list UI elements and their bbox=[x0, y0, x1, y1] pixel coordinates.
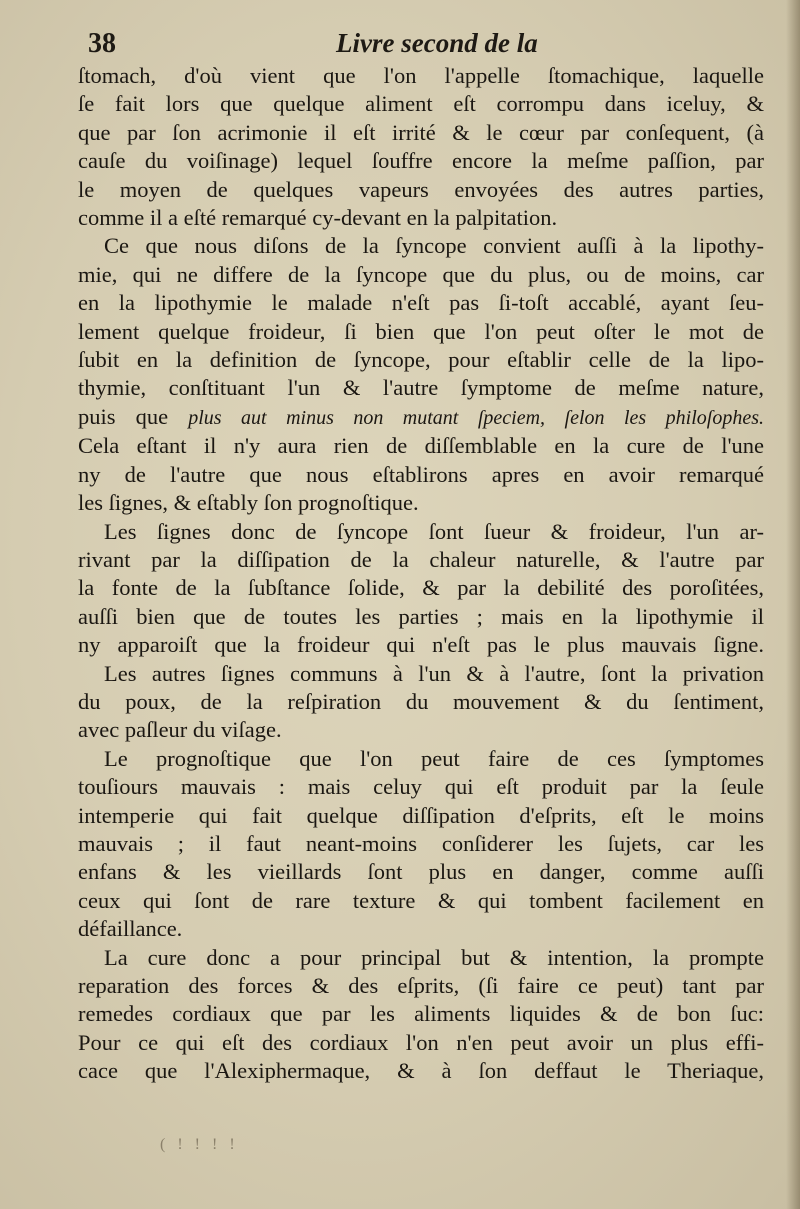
latin-quotation: plus aut minus non mutant ſpeciem, ſelon les philoſophes. bbox=[188, 406, 765, 429]
text-line: défaillance. bbox=[78, 916, 183, 942]
text-line: cace que l'Alexiphermaque, & à ſon deffaut le Theriaque, bbox=[78, 1058, 764, 1084]
running-header bbox=[88, 28, 708, 62]
text-line: Les ſignes donc de ſyncope ſont ſueur & froideur, l'un ar- bbox=[104, 518, 764, 544]
text-line: ſe fait lors que quelque aliment eſt corrompu dans iceluy, & bbox=[78, 91, 764, 117]
running-title: Livre second de la bbox=[336, 28, 538, 58]
text-line: reparation des forces & des eſprits, (ſi faire ce peut) tant par bbox=[78, 973, 764, 998]
text-line-with-latin bbox=[78, 403, 764, 432]
text-line: ceux qui ſont de rare texture & qui tombent facilement en bbox=[78, 887, 764, 913]
text-line: que par ſon acrimonie il eſt irrité & le cœur par conſequent, (à bbox=[78, 119, 764, 145]
page-edge-shadow bbox=[786, 0, 800, 1209]
text-line: avec paſleur du viſage. bbox=[78, 717, 282, 743]
text-line: ny de l'autre que nous eſtablirons apres en avoir remarqué bbox=[78, 461, 764, 487]
paragraph bbox=[78, 518, 764, 660]
text-line: mauvais ; il faut neant-moins conſiderer les ſujets, car les bbox=[78, 830, 764, 856]
text-fragment: puis que bbox=[78, 403, 169, 429]
paragraph bbox=[78, 944, 764, 1086]
paragraph bbox=[78, 62, 764, 232]
text-line: la fonte de la ſubſtance ſolide, & par la debilité des poroſitées, bbox=[78, 575, 764, 601]
text-line: Ce que nous diſons de la ſyncope convient auſſi à la lipothy- bbox=[104, 233, 764, 259]
text-line: enfans & les vieillards ſont plus en danger, comme auſſi bbox=[78, 859, 764, 885]
text-line: intemperie qui fait quelque diſſipation d'eſprits, eſt le moins bbox=[78, 802, 764, 828]
text-line: remedes cordiaux que par les aliments liquides & de bon ſuc: bbox=[78, 1001, 764, 1027]
text-line: du poux, de la reſpiration du mouvement & du ſentiment, bbox=[78, 688, 764, 714]
text-line: Les autres ſignes communs à l'un & à l'autre, ſont la privation bbox=[104, 660, 764, 686]
footer-mark: ( ! ! ! ! bbox=[160, 1136, 239, 1153]
text-line: Le prognoſtique que l'on peut faire de ces ſymptomes bbox=[104, 745, 764, 771]
text-line: mie, qui ne differe de la ſyncope que du plus, ou de moins, car bbox=[78, 261, 764, 287]
text-line: ny apparoiſt que la froideur qui n'eſt pas le plus mauvais ſigne. bbox=[78, 632, 764, 658]
text-line: lement quelque froideur, ſi bien que l'on peut oſter le mot de bbox=[78, 318, 764, 344]
body-text bbox=[78, 62, 764, 1086]
text-line: les ſignes, & eſtably ſon prognoſtique. bbox=[78, 490, 419, 516]
text-line: auſſi bien que de toutes les parties ; mais en la lipothymie il bbox=[78, 603, 764, 629]
text-line: La cure donc a pour principal but & intention, la prompte bbox=[104, 944, 764, 970]
text-line: Pour ce qui eſt des cordiaux l'on n'en peut avoir un plus effi- bbox=[78, 1029, 764, 1055]
text-line: en la lipothymie le malade n'eſt pas ſi-toſt accablé, ayant ſeu- bbox=[78, 290, 764, 316]
paragraph bbox=[78, 745, 764, 944]
text-line: le moyen de quelques vapeurs envoyées des autres parties, bbox=[78, 176, 764, 202]
text-line: ſubit en la definition de ſyncope, pour eſtablir celle de la lipo- bbox=[78, 347, 764, 373]
paragraph bbox=[78, 660, 764, 745]
text-line: cauſe du voiſinage) lequel ſouffre encore la meſme paſſion, par bbox=[78, 148, 764, 174]
text-line: touſiours mauvais : mais celuy qui eſt produit par la ſeule bbox=[78, 774, 764, 800]
text-line: comme il a eſté remarqué cy-devant en la palpitation. bbox=[78, 205, 558, 231]
text-line: rivant par la diſſipation de la chaleur naturelle, & l'autre par bbox=[78, 546, 764, 572]
text-line: ſtomach, d'où vient que l'on l'appelle ſtomachique, laquelle bbox=[78, 63, 764, 88]
text-line: Cela eſtant il n'y aura rien de diſſemblable en la cure de l'une bbox=[78, 433, 764, 459]
page-number: 38 bbox=[88, 28, 116, 59]
text-line: thymie, conſtituant l'un & l'autre ſymptome de meſme nature, bbox=[78, 375, 764, 401]
paragraph bbox=[78, 232, 764, 517]
